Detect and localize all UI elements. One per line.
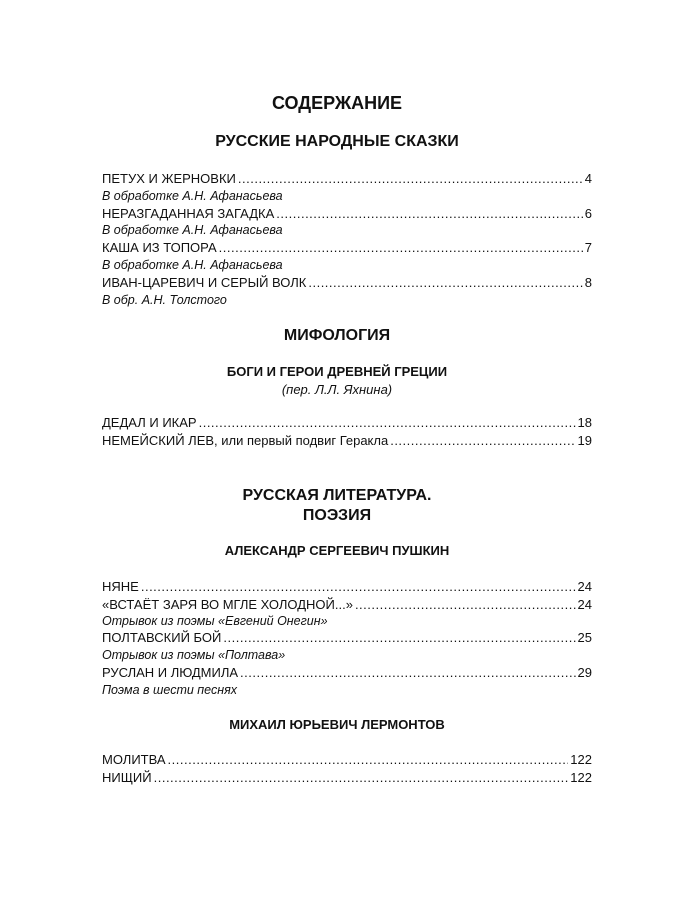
dot-leader — [238, 171, 583, 186]
entry-page: 29 — [577, 665, 592, 680]
dot-leader — [199, 415, 576, 430]
dot-leader — [355, 597, 576, 612]
entry-note: В обработке А.Н. Афанасьева — [102, 189, 283, 203]
entry-note: В обработке А.Н. Афанасьева — [102, 223, 283, 237]
toc-entry[interactable] — [102, 433, 592, 450]
toc-entry[interactable] — [102, 597, 592, 614]
entry-title: РУСЛАН И ЛЮДМИЛА — [102, 665, 239, 680]
dot-leader — [141, 579, 576, 594]
entry-title: НЕМЕЙСКИЙ ЛЕВ, или первый подвиг Геракла — [102, 433, 389, 448]
entry-page: 4 — [584, 171, 592, 186]
entry-title: МОЛИТВА — [102, 752, 166, 767]
dot-leader — [390, 433, 575, 448]
entry-title: НЕРАЗГАДАННАЯ ЗАГАДКА — [102, 206, 275, 221]
entry-note: Поэма в шести песнях — [102, 683, 238, 697]
toc-entry[interactable] — [102, 171, 592, 188]
translator-note: (пер. Л.Л. Яхнина) — [281, 382, 393, 397]
entry-title: ИВАН-ЦАРЕВИЧ И СЕРЫЙ ВОЛК — [102, 275, 307, 290]
toc-entry[interactable] — [102, 206, 592, 223]
toc-entry[interactable] — [102, 752, 592, 769]
toc-entry[interactable] — [102, 579, 592, 596]
author-heading: АЛЕКСАНДР СЕРГЕЕВИЧ ПУШКИН — [224, 543, 450, 558]
entry-title: ДЕДАЛ И ИКАР — [102, 415, 197, 430]
toc-entry[interactable] — [102, 665, 592, 682]
entry-note: В обр. А.Н. Толстого — [102, 293, 227, 307]
section-heading-folk-tales: РУССКИЕ НАРОДНЫЕ СКАЗКИ — [215, 133, 459, 150]
toc-entry[interactable] — [102, 630, 592, 647]
entry-title: ПОЛТАВСКИЙ БОЙ — [102, 630, 222, 645]
entry-page: 25 — [577, 630, 592, 645]
entry-title: НИЩИЙ — [102, 770, 152, 785]
entry-page: 19 — [577, 433, 592, 448]
toc-entry[interactable] — [102, 415, 592, 432]
dot-leader — [168, 752, 569, 767]
entry-page: 6 — [584, 206, 592, 221]
toc-entry[interactable] — [102, 275, 592, 292]
toc-entry[interactable] — [102, 240, 592, 257]
author-heading: МИХАИЛ ЮРЬЕВИЧ ЛЕРМОНТОВ — [229, 717, 445, 732]
entry-title: НЯНЕ — [102, 579, 139, 594]
entry-page: 7 — [584, 240, 592, 255]
entry-page: 24 — [577, 579, 592, 594]
entry-page: 122 — [570, 770, 592, 785]
entry-title: ПЕТУХ И ЖЕРНОВКИ — [102, 171, 236, 186]
dot-leader — [240, 665, 576, 680]
dot-leader — [308, 275, 582, 290]
dot-leader — [276, 206, 582, 221]
dot-leader — [219, 240, 583, 255]
toc-entry[interactable] — [102, 770, 592, 787]
section-heading-literature: РУССКАЯ ЛИТЕРАТУРА. — [242, 487, 432, 504]
entry-page: 24 — [577, 597, 592, 612]
page-title: СОДЕРЖАНИЕ — [271, 93, 403, 113]
entry-title: «ВСТАЁТ ЗАРЯ ВО МГЛЕ ХОЛОДНОЙ...» — [102, 597, 353, 612]
section-heading-poetry: ПОЭЗИЯ — [302, 507, 372, 524]
entry-note: В обработке А.Н. Афанасьева — [102, 258, 283, 272]
section-heading-mythology: МИФОЛОГИЯ — [283, 327, 391, 344]
dot-leader — [223, 630, 575, 645]
entry-page: 122 — [570, 752, 592, 767]
entry-note: Отрывок из поэмы «Полтава» — [102, 648, 286, 662]
entry-note: Отрывок из поэмы «Евгений Онегин» — [102, 614, 328, 628]
subsection-heading: БОГИ И ГЕРОИ ДРЕВНЕЙ ГРЕЦИИ — [226, 364, 448, 379]
dot-leader — [154, 770, 569, 785]
entry-page: 8 — [584, 275, 592, 290]
entry-page: 18 — [577, 415, 592, 430]
entry-title: КАША ИЗ ТОПОРА — [102, 240, 217, 255]
